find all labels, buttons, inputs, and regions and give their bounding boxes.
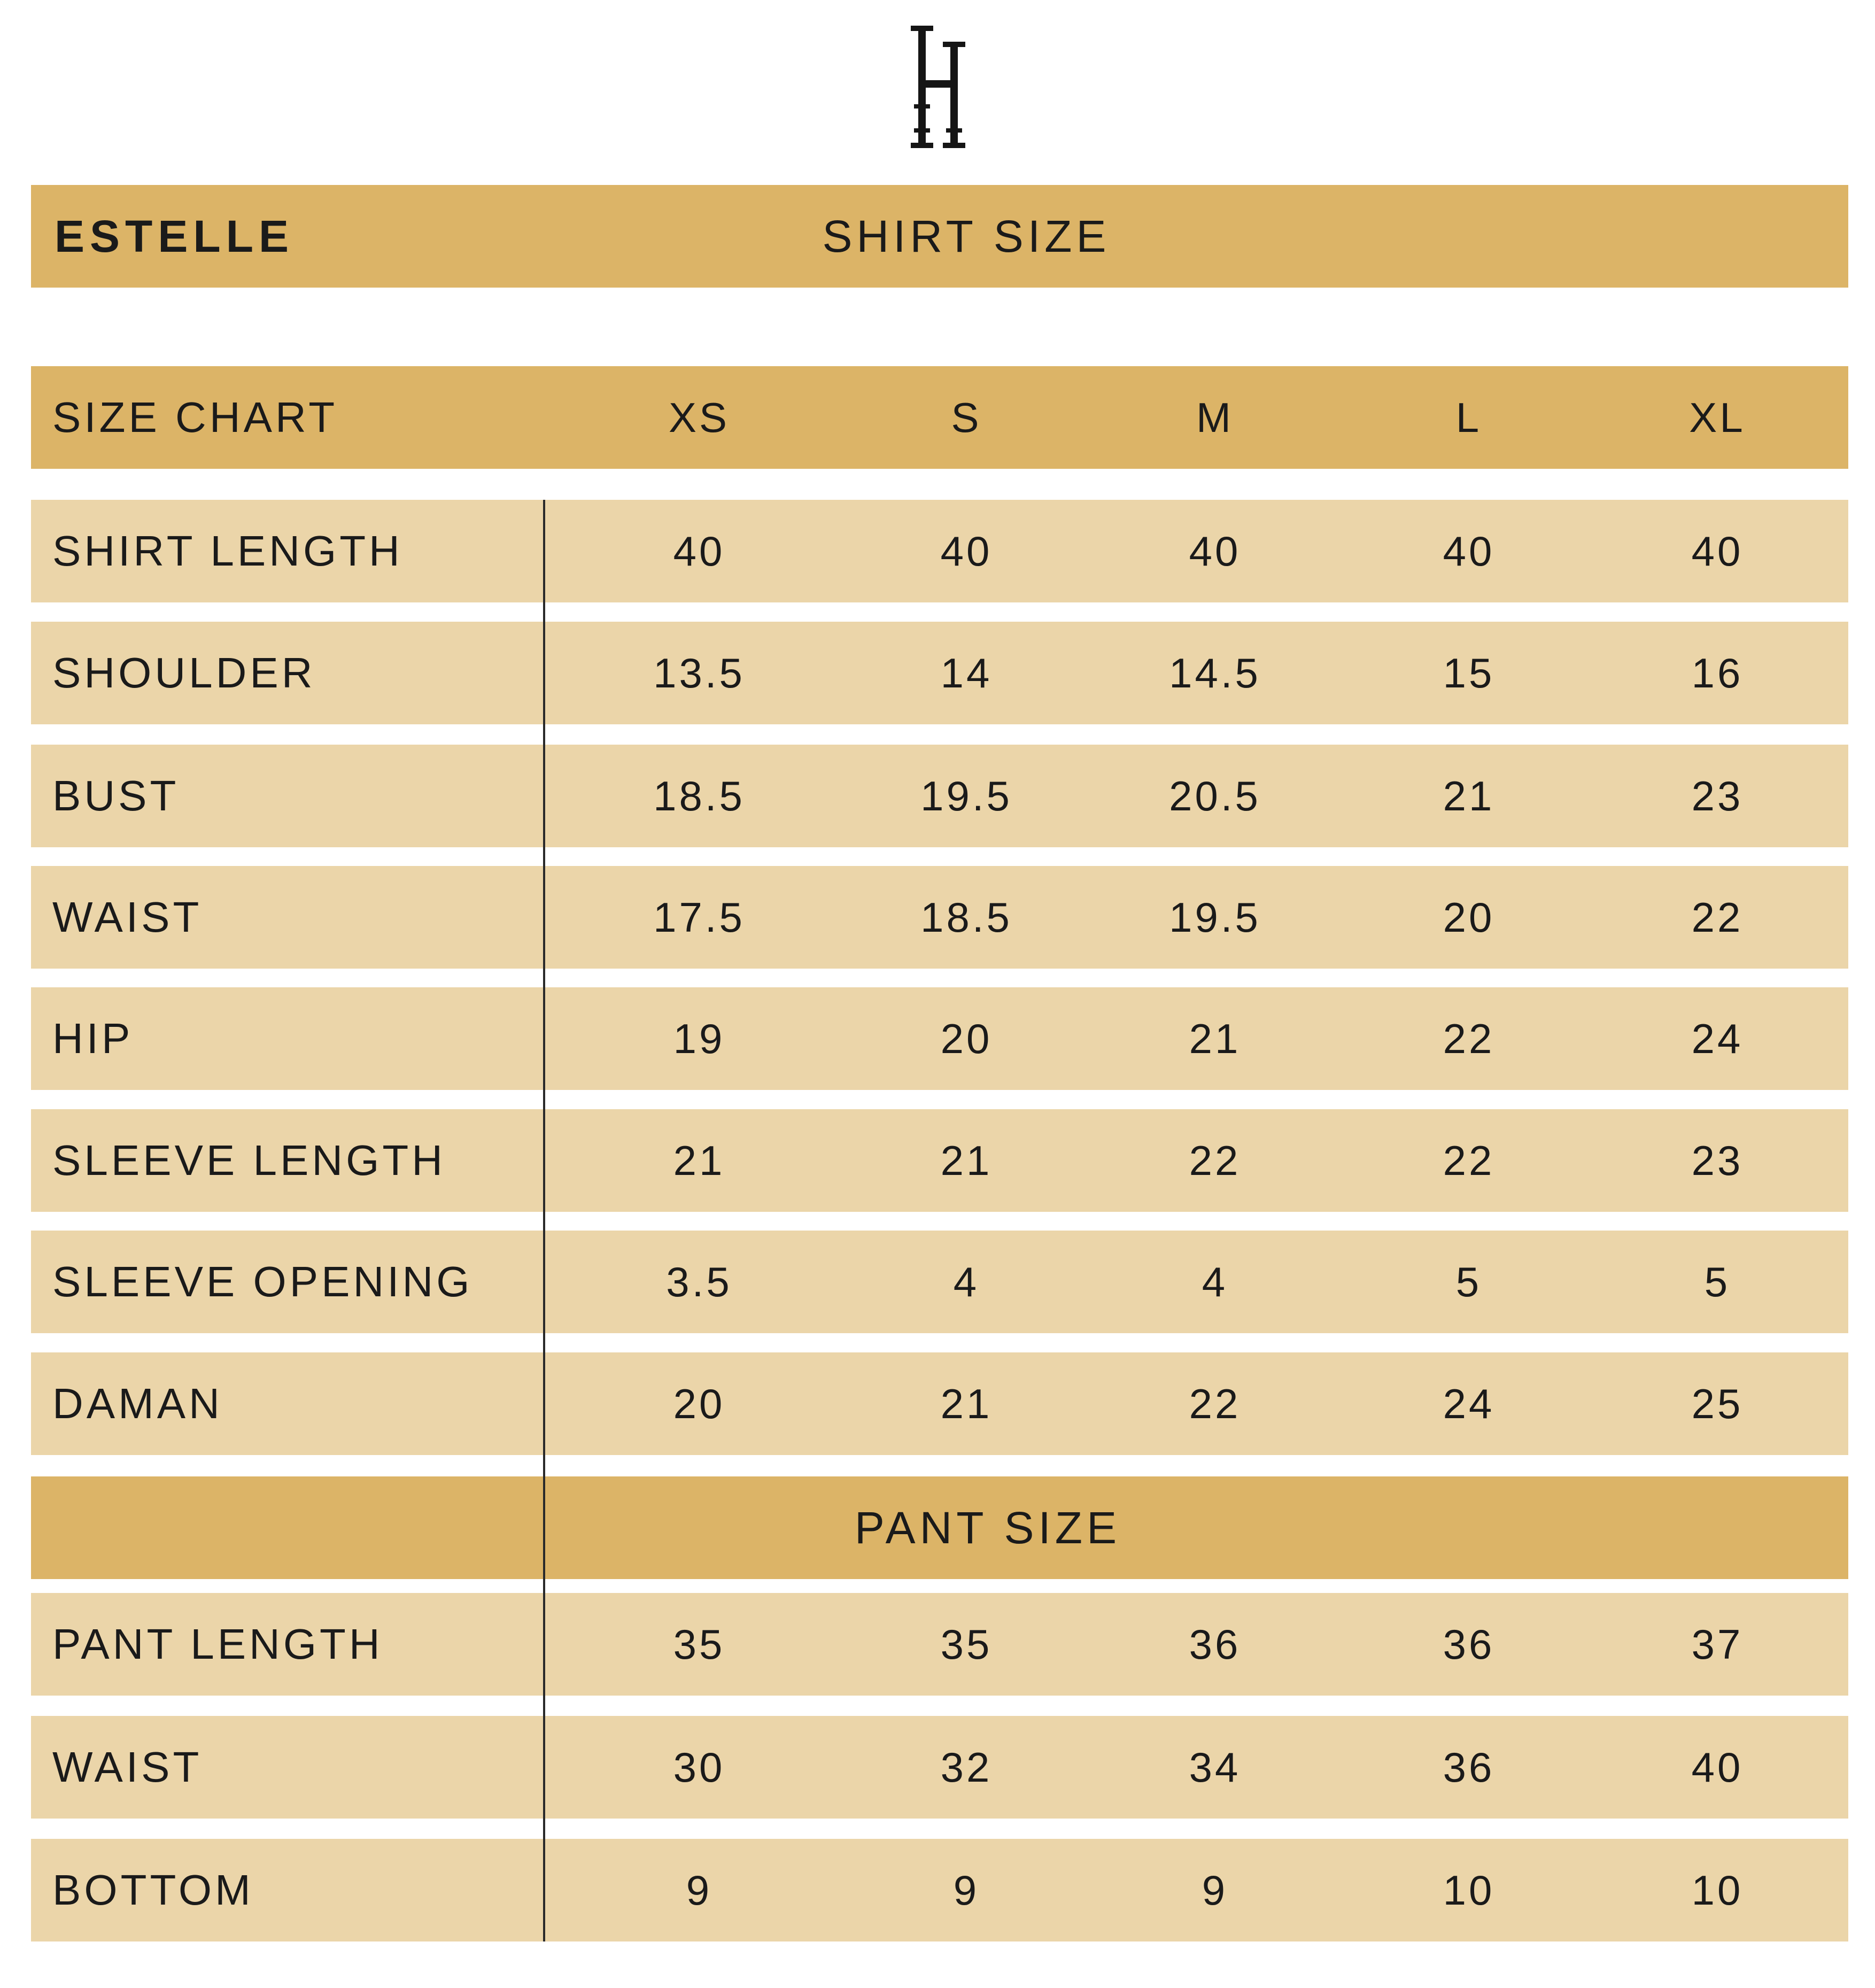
cell-value: 30: [673, 1743, 725, 1791]
table-row: [31, 500, 1848, 602]
cell-value: 9: [686, 1866, 712, 1914]
row-label: PANT LENGTH: [52, 1620, 383, 1668]
cell-value: 34: [1189, 1743, 1241, 1791]
cell-value: 24: [1443, 1380, 1495, 1427]
cell-value: 21: [940, 1380, 993, 1427]
cell-value: 37: [1691, 1620, 1744, 1668]
cell-value: 21: [673, 1136, 725, 1184]
size-chart-label: SIZE CHART: [52, 393, 338, 441]
cell-value: 21: [940, 1136, 993, 1184]
row-label: SHIRT LENGTH: [52, 527, 403, 575]
cell-value: 9: [953, 1866, 980, 1914]
row-label: BUST: [52, 772, 180, 819]
cell-value: 22: [1189, 1136, 1241, 1184]
cell-value: 13.5: [653, 649, 745, 697]
brand-monogram-logo: [909, 21, 967, 150]
cell-value: 36: [1443, 1743, 1495, 1791]
cell-value: 40: [1189, 527, 1241, 575]
cell-value: 10: [1443, 1866, 1495, 1914]
cell-value: 16: [1691, 649, 1744, 697]
brand-name: ESTELLE: [55, 211, 295, 261]
cell-value: 5: [1704, 1258, 1731, 1305]
cell-value: 4: [1202, 1258, 1228, 1305]
cell-value: 21: [1443, 772, 1495, 819]
size-s-header: S: [951, 393, 982, 441]
pant-size-header-band: [31, 1476, 1848, 1579]
cell-value: 25: [1691, 1380, 1744, 1427]
table-row: [31, 1716, 1848, 1819]
cell-value: 23: [1691, 772, 1744, 819]
cell-value: 36: [1443, 1620, 1495, 1668]
cell-value: 22: [1691, 893, 1744, 941]
cell-value: 40: [1443, 527, 1495, 575]
cell-value: 18.5: [653, 772, 745, 819]
row-label: BOTTOM: [52, 1866, 254, 1914]
cell-value: 18.5: [920, 893, 1012, 941]
cell-value: 19.5: [1169, 893, 1261, 941]
size-l-header: L: [1455, 393, 1482, 441]
cell-value: 32: [940, 1743, 993, 1791]
table-row: [31, 866, 1848, 969]
pant-size-title: PANT SIZE: [854, 1502, 1121, 1553]
size-xl-header: XL: [1689, 393, 1746, 441]
cell-value: 22: [1443, 1136, 1495, 1184]
cell-value: 20: [1443, 893, 1495, 941]
table-row: [31, 1231, 1848, 1333]
column-divider-line: [543, 500, 545, 1941]
cell-value: 24: [1691, 1015, 1744, 1062]
row-label: WAIST: [52, 893, 203, 941]
cell-value: 40: [940, 527, 993, 575]
row-label: SHOULDER: [52, 649, 316, 697]
cell-value: 23: [1691, 1136, 1744, 1184]
cell-value: 20: [940, 1015, 993, 1062]
cell-value: 3.5: [666, 1258, 732, 1305]
cell-value: 35: [940, 1620, 993, 1668]
cell-value: 21: [1189, 1015, 1241, 1062]
cell-value: 22: [1443, 1015, 1495, 1062]
size-m-header: M: [1196, 393, 1234, 441]
table-row: [31, 622, 1848, 724]
cell-value: 35: [673, 1620, 725, 1668]
cell-value: 15: [1443, 649, 1495, 697]
cell-value: 17.5: [653, 893, 745, 941]
cell-value: 19.5: [920, 772, 1012, 819]
cell-value: 4: [953, 1258, 980, 1305]
table-row: [31, 1109, 1848, 1212]
row-label: SLEEVE LENGTH: [52, 1136, 446, 1184]
cell-value: 19: [673, 1015, 725, 1062]
cell-value: 14: [940, 649, 993, 697]
size-xs-header: XS: [668, 393, 730, 441]
shirt-size-title: SHIRT SIZE: [822, 211, 1111, 261]
cell-value: 36: [1189, 1620, 1241, 1668]
row-label: SLEEVE OPENING: [52, 1258, 473, 1305]
table-row: [31, 745, 1848, 847]
cell-value: 20.5: [1169, 772, 1261, 819]
cell-value: 22: [1189, 1380, 1241, 1427]
table-row: [31, 1593, 1848, 1696]
cell-value: 40: [1691, 527, 1744, 575]
cell-value: 40: [673, 527, 725, 575]
cell-value: 9: [1202, 1866, 1228, 1914]
cell-value: 40: [1691, 1743, 1744, 1791]
cell-value: 20: [673, 1380, 725, 1427]
table-row: [31, 1839, 1848, 1941]
cell-value: 14.5: [1169, 649, 1261, 697]
shirt-size-header-band: [31, 185, 1848, 288]
size-chart-header-row: [31, 366, 1848, 469]
row-label: WAIST: [52, 1743, 203, 1791]
table-row: [31, 987, 1848, 1090]
row-label: HIP: [52, 1015, 134, 1062]
table-row: [31, 1352, 1848, 1455]
cell-value: 5: [1455, 1258, 1482, 1305]
row-label: DAMAN: [52, 1380, 223, 1427]
cell-value: 10: [1691, 1866, 1744, 1914]
